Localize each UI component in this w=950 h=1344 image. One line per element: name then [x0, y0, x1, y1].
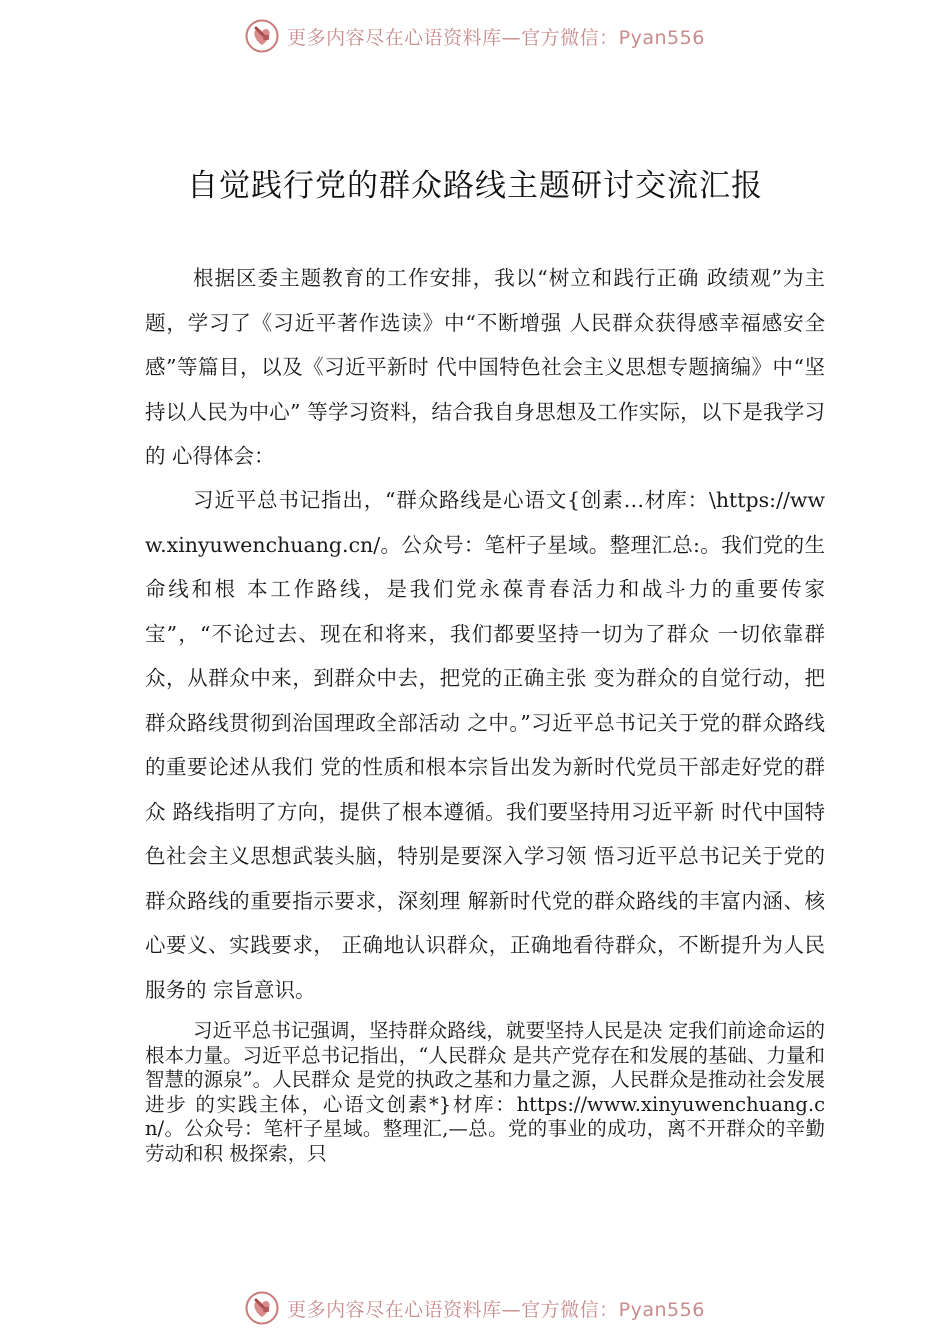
footer-watermark-banner [0, 1288, 950, 1328]
header-watermark-banner [0, 16, 950, 56]
watermark-text: 更多内容尽在心语资料库—官方微信：Pyan556 [287, 1298, 705, 1321]
body-paragraph-1: 根据区委主题教育的工作安排，我以“树立和践行正确 政绩观”为主题，学习了《习近平著作选读》中“不断增强 人民群众获得感幸福感安全感”等篇目，以及《习近平新时 代中国特色社会主义思想专题摘编》中“坚持以人民为中心” 等学习资料，结合我自身思想及工作实际，以下是我学习的 心得体会： [145, 266, 825, 468]
watermark-text: 更多内容尽在心语资料库—官方微信：Pyan556 [287, 26, 705, 49]
heart-fist-logo-icon [245, 19, 279, 53]
document-title: 自觉践行党的群众路线主题研讨交流汇报 [187, 168, 763, 204]
heart-fist-logo-icon [245, 1291, 279, 1325]
body-paragraph-3: 习近平总书记强调，坚持群众路线，就要坚持人民是决 定我们前途命运的根本力量。习近平总书记指出，“人民群众 是共产党存在和发展的基础、力量和智慧的源泉”。人民群众 是党的执政之基和力量之源，人民群众是推动社会发展进步 的实践主体，心语文创素*}材库：https://www.xinyuwenchuang.cn/。公众号：笔杆子星域。整理汇,—总。党的事业的成功，离不开群众的辛勤劳动和积 极探索，只 [145, 1019, 825, 1165]
body-paragraph-2: 习近平总书记指出，“群众路线是心语文{创素…材库：\https://www.xinyuwenchuang.cn/。公众号：笔杆子星域。整理汇总:。我们党的生命线和根 本工作路线，是我们党永葆青春活力和战斗力的重要传家 宝”，“不论过去、现在和将来，我们都要坚持一切为了群众 一切依靠群众，从群众中来，到群众中去，把党的正确主张 变为群众的自觉行动，把群众路线贯彻到治国理政全部活动 之中。”习近平总书记关于党的群众路线的重要论述从我们 党的性质和根本宗旨出发为新时代党员干部走好党的群众 路线指明了方向，提供了根本遵循。我们要坚持用习近平新 时代中国特色社会主义思想武装头脑，特别是要深入学习领 悟习近平总书记关于党的群众路线的重要指示要求，深刻理 解新时代党的群众路线的丰富内涵、核心要义、实践要求， 正确地认识群众，正确地看待群众，不断提升为人民服务的 宗旨意识。 [145, 488, 825, 1002]
